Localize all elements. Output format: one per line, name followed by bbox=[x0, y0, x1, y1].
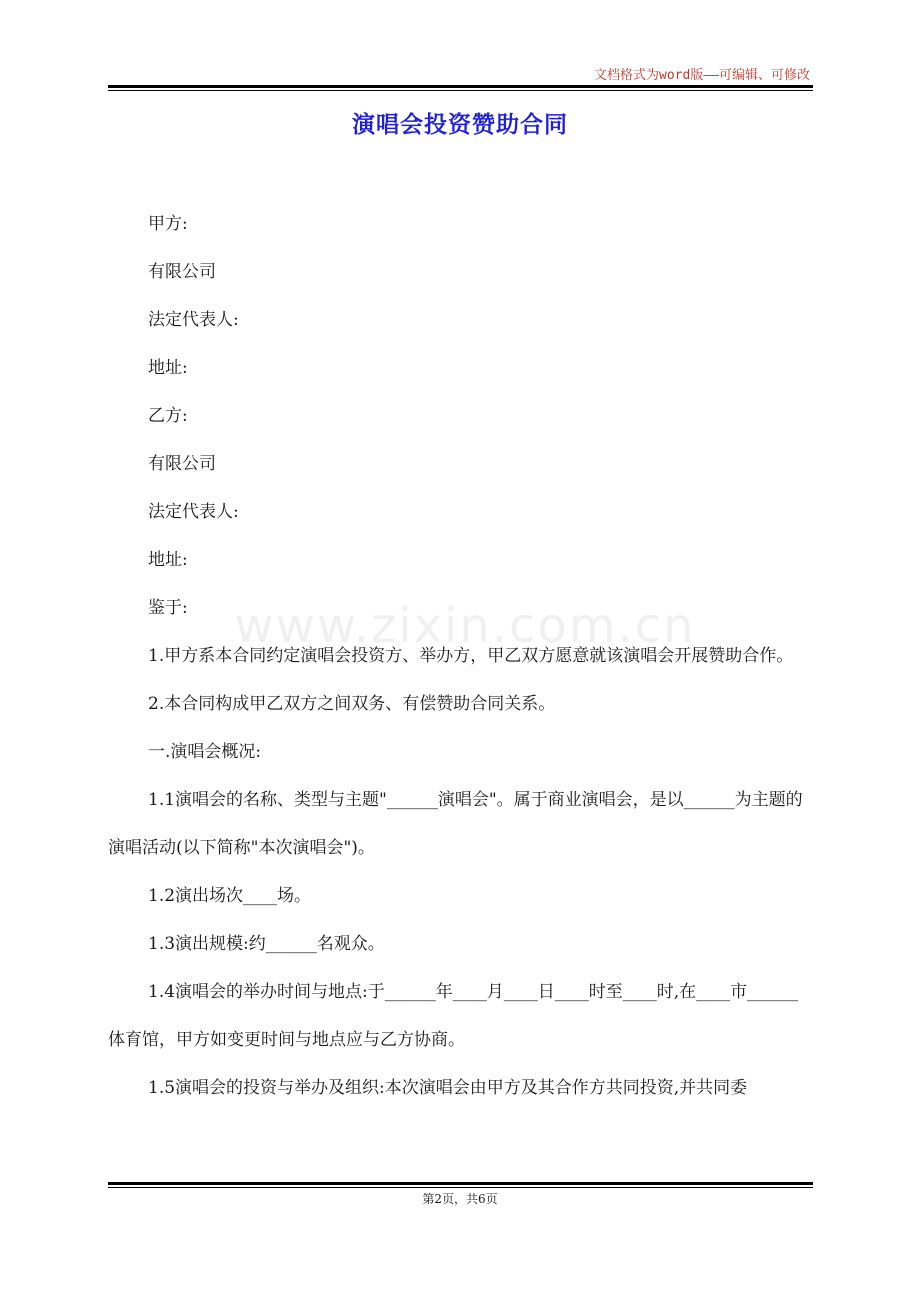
header-rule-thin bbox=[108, 90, 813, 91]
paragraph: 一.演唱会概况: bbox=[148, 742, 262, 762]
paragraph: 1.1演唱会的名称、类型与主题"______演唱会"。属于商业演唱会，是以______为主题的演唱活动(以下简称"本次演唱会")。 bbox=[108, 790, 803, 858]
paragraph: 鉴于: bbox=[148, 598, 188, 618]
paragraph: 1.3演出规模:约______名观众。 bbox=[148, 934, 385, 954]
paragraph: 有限公司 bbox=[148, 262, 216, 282]
document-body bbox=[108, 200, 813, 1112]
document-title: 演唱会投资赞助合同 bbox=[352, 111, 568, 138]
paragraph: 乙方: bbox=[148, 406, 188, 426]
paragraph: 甲方: bbox=[148, 214, 188, 234]
paragraph: 1.2演出场次____场。 bbox=[148, 886, 312, 906]
paragraph: 地址: bbox=[148, 358, 188, 378]
paragraph: 法定代表人: bbox=[148, 502, 239, 522]
paragraph: 1.5演唱会的投资与举办及组织:本次演唱会由甲方及其合作方共同投资,并共同委 bbox=[148, 1078, 748, 1098]
paragraph: 1.甲方系本合同约定演唱会投资方、举办方，甲乙双方愿意就该演唱会开展赞助合作。 bbox=[148, 646, 794, 666]
paragraph: 2.本合同构成甲乙双方之间双务、有偿赞助合同关系。 bbox=[148, 694, 556, 714]
watermark: www.zixin.com.cn bbox=[234, 598, 696, 654]
footer-rule-thick bbox=[108, 1182, 813, 1185]
paragraph: 法定代表人: bbox=[148, 310, 239, 330]
paragraph: 1.4演唱会的举办时间与地点:于______年____月____日____时至____时,在____市______体育馆，甲方如变更时间与地点应与乙方协商。 bbox=[108, 982, 799, 1050]
footer-rule-thin bbox=[108, 1187, 813, 1188]
header-note: 文档格式为word版——可编辑、可修改 bbox=[594, 68, 810, 83]
paragraph: 有限公司 bbox=[148, 454, 216, 474]
header-rule-thick bbox=[108, 85, 813, 88]
paragraph: 地址: bbox=[148, 550, 188, 570]
page-number: 第2页，共6页 bbox=[422, 1192, 498, 1206]
